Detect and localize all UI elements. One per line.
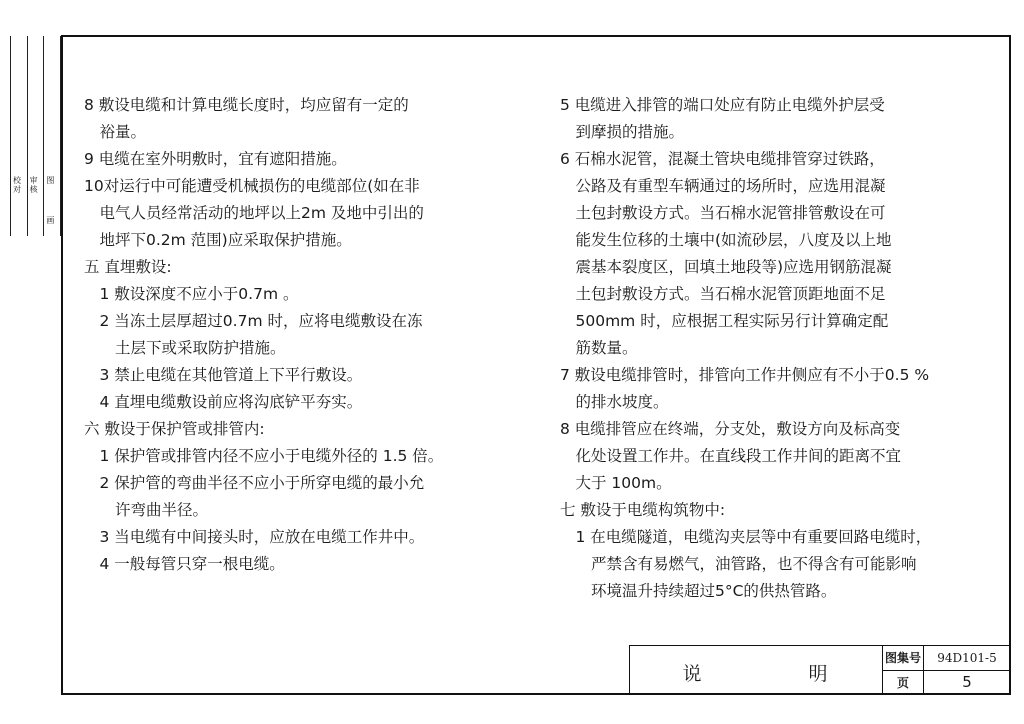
text-line: 地坪下0.2m 范围)应采取保护措施。 [84, 231, 352, 249]
title-char-2: 明 [808, 662, 830, 685]
page-number: 5 [962, 673, 972, 692]
left-text-column [84, 92, 514, 578]
text-line: 1 敷设深度不应小于0.7m 。 [84, 285, 299, 303]
text-line: 7 敷设电缆排管时，排管向工作井侧应有不小于0.5 % [560, 366, 930, 384]
margin-text-1: 校对 [13, 176, 21, 194]
text-line: 土层下或采取防护措施。 [84, 339, 286, 357]
text-line: 的排水坡度。 [560, 393, 669, 411]
title-info [882, 646, 1010, 694]
text-line: 4 直埋电缆敷设前应将沟底铲平夯实。 [84, 393, 363, 411]
margin-col-2 [28, 36, 45, 236]
text-line: 3 当电缆有中间接头时，应放在电缆工作井中。 [84, 528, 425, 546]
atlas-number: 94D101-5 [937, 650, 997, 665]
text-line: 土包封敷设方式。当石棉水泥管排管敷设在可 [560, 204, 886, 222]
text-line: 2 当冻土层厚超过0.7m 时，应将电缆敷设在冻 [84, 312, 423, 330]
text-line: 裕量。 [84, 123, 147, 141]
text-line: 4 一般每管只穿一根电缆。 [84, 555, 285, 573]
text-line: 8 敷设电缆和计算电缆长度时，均应留有一定的 [84, 96, 409, 114]
text-line: 公路及有重型车辆通过的场所时，应选用混凝 [560, 177, 886, 195]
text-line: 化处设置工作井。在直线段工作井间的距离不宜 [560, 447, 902, 465]
text-line: 9 电缆在室外明敷时，宜有遮阳措施。 [84, 150, 347, 168]
margin-text-3: 图 [46, 176, 55, 185]
title-block [629, 645, 1010, 694]
text-line: 10对运行中可能遭受机械损伤的电缆部位(如在非 [84, 177, 420, 195]
text-line: 七 敷设于电缆构筑物中: [560, 501, 726, 519]
margin-text-2: 审核 [29, 176, 38, 194]
page-row [883, 670, 1010, 695]
text-line: 到摩损的措施。 [560, 123, 685, 141]
text-line: 500mm 时，应根据工程实际另行计算确定配 [560, 312, 889, 330]
text-line: 1 保护管或排管内径不应小于电缆外径的 1.5 倍。 [84, 447, 444, 465]
text-line: 3 禁止电缆在其他管道上下平行敷设。 [84, 366, 363, 384]
page-label: 页 [883, 671, 924, 695]
text-line: 土包封敷设方式。当石棉水泥管顶距地面不足 [560, 285, 886, 303]
atlas-label: 图集号 [883, 646, 924, 670]
margin-sign-column [10, 36, 61, 236]
title-char-1: 说 [682, 662, 704, 685]
text-line: 震基本裂度区，回填土地段等)应选用钢筋混凝 [560, 258, 892, 276]
text-line: 严禁含有易燃气，油管路，也不得含有可能影响 [560, 555, 917, 573]
text-line: 五 直埋敷设: [84, 258, 172, 276]
text-line: 能发生位移的土壤中(如流砂层，八度及以上地 [560, 231, 892, 249]
text-line: 6 石棉水泥管，混凝土管块电缆排管穿过铁路， [560, 150, 885, 168]
margin-col-3 [44, 36, 61, 236]
text-line: 环境温升持续超过5°C的供热管路。 [560, 582, 837, 600]
text-line: 六 敷设于保护管或排管内: [84, 420, 265, 438]
sheet-title [630, 646, 882, 694]
atlas-row [883, 646, 1010, 670]
text-line: 许弯曲半径。 [84, 501, 209, 519]
text-line: 筋数量。 [560, 339, 638, 357]
margin-text-4: 画 [46, 216, 55, 225]
text-line: 8 电缆排管应在终端，分支处，敷设方向及标高变 [560, 420, 901, 438]
text-line: 1 在电缆隧道，电缆沟夹层等中有重要回路电缆时， [560, 528, 932, 546]
text-line: 5 电缆进入排管的端口处应有防止电缆外护层受 [560, 96, 885, 114]
text-line: 电气人员经常活动的地坪以上2m 及地中引出的 [84, 204, 424, 222]
text-line: 2 保护管的弯曲半径不应小于所穿电缆的最小允 [84, 474, 425, 492]
right-text-column [560, 92, 1000, 605]
text-line: 大于 100m。 [560, 474, 672, 492]
margin-col-1 [11, 36, 28, 236]
